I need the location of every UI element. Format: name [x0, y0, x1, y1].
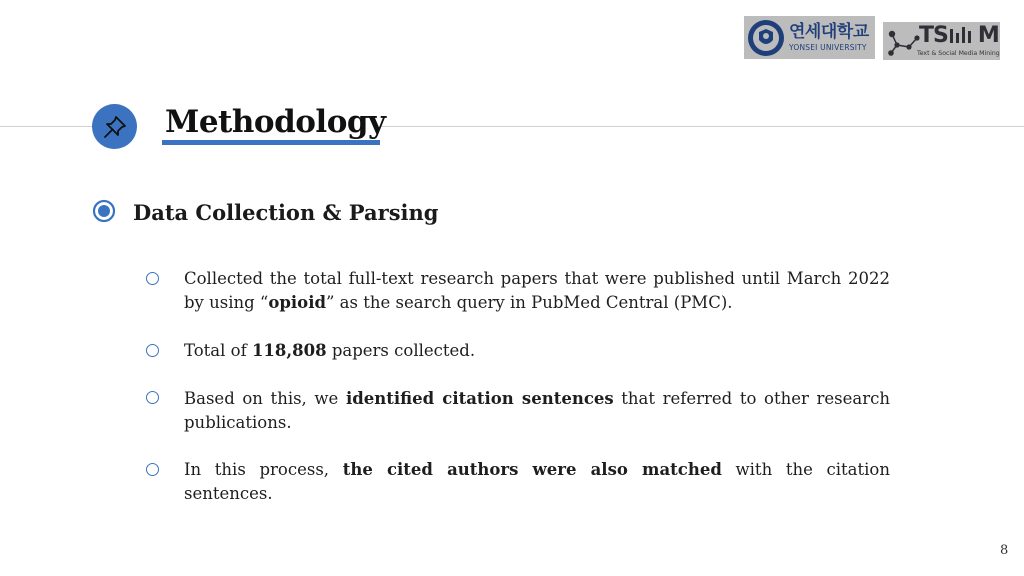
yonsei-korean-name: 연세대학교 [789, 21, 869, 42]
yonsei-emblem-icon [747, 19, 785, 57]
title-underline [162, 140, 380, 145]
pushpin-badge [92, 104, 137, 149]
bar-chart-icon [949, 25, 977, 43]
list-item: Based on this, we identified citation sentences that referred to other research publications. [184, 389, 890, 432]
bullet-circle-icon [146, 344, 159, 357]
title-divider-right [380, 126, 1024, 127]
title-divider-left [0, 126, 92, 127]
tsmm-subtitle: Text & Social Media Mining [917, 50, 1000, 57]
radio-selected-icon [92, 199, 116, 223]
page-number: 8 [1000, 543, 1009, 558]
list-item: Total of 118,808 papers collected. [184, 341, 476, 360]
tsmm-lab-logo [883, 22, 1000, 60]
slide-title: Methodology [165, 104, 386, 140]
tsmm-title: TS M [919, 23, 999, 48]
bullet-circle-icon [146, 391, 159, 404]
list-item: Collected the total full-text research papers that were published until March 2022 by using “opioid” as the search query in PubMed Central (PMC). [184, 269, 890, 312]
bullet-circle-icon [146, 463, 159, 476]
pushpin-icon [102, 114, 128, 140]
bullet-circle-icon [146, 272, 159, 285]
list-item: In this process, the cited authors were also matched with the citation sentences. [184, 460, 890, 503]
yonsei-university-logo [744, 16, 875, 59]
network-graph-icon [885, 24, 921, 58]
section-heading: Data Collection & Parsing [133, 200, 439, 225]
yonsei-english-name: YONSEI UNIVERSITY [789, 42, 867, 52]
